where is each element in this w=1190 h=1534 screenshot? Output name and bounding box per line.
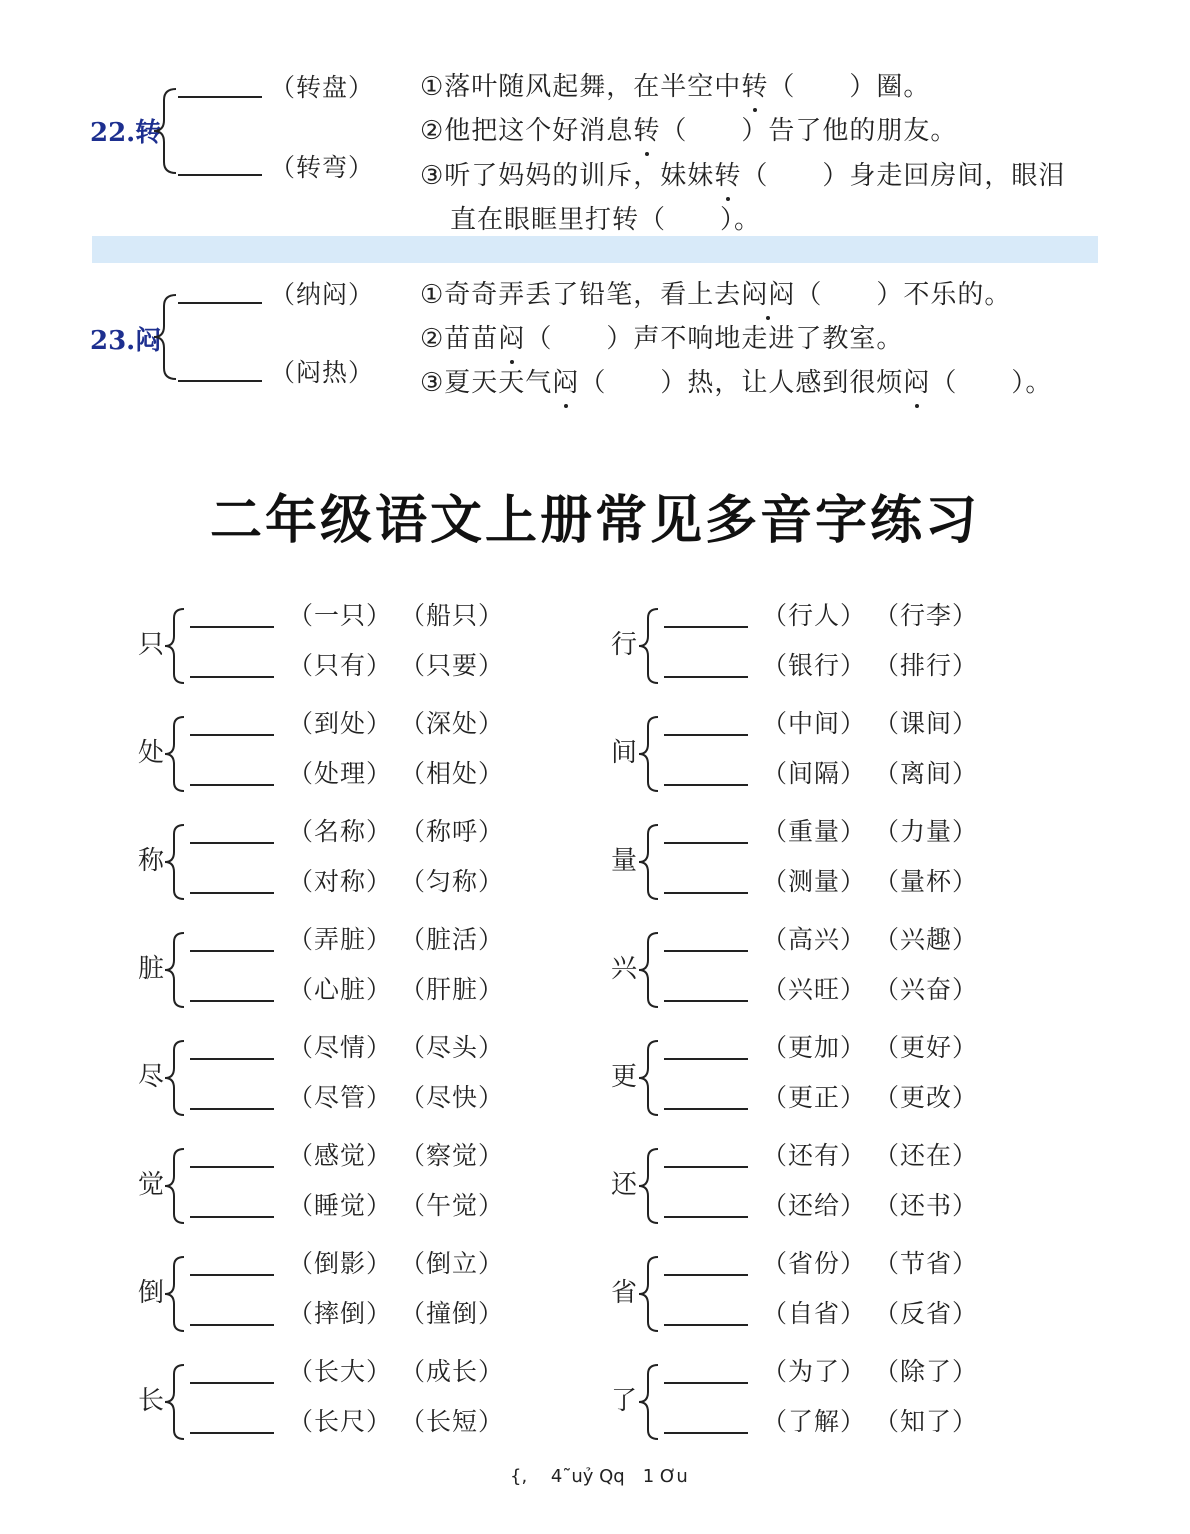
pron-word: （排行） <box>874 651 979 680</box>
pron-word: （名称） <box>288 817 393 846</box>
page-title: 二年级语文上册常见多音字练习 <box>209 491 980 551</box>
polyphone-char: 省 <box>611 1278 638 1308</box>
answer-blank[interactable] <box>190 892 274 894</box>
pron-word: （处理） <box>288 759 393 788</box>
answer-blank[interactable] <box>190 1216 274 1218</box>
sentence-text: ①落叶随风起舞，在半空中 <box>420 72 742 102</box>
pron-word: （匀称） <box>400 867 505 896</box>
answer-blank[interactable] <box>664 1166 748 1168</box>
answer-blank[interactable] <box>664 1216 748 1218</box>
pron-word: （长尺） <box>288 1407 393 1436</box>
polyphone-char: 了 <box>611 1386 638 1416</box>
polyphone-char: 长 <box>138 1386 165 1416</box>
pron-word: （中间） <box>762 709 867 738</box>
pron-word: （为了） <box>762 1357 867 1386</box>
pron-word: （节省） <box>874 1249 979 1278</box>
pron-word: （知了） <box>874 1407 979 1436</box>
pron-word: （兴旺） <box>762 975 867 1004</box>
sentence-3 <box>420 155 1065 192</box>
sentence-blank[interactable]: （ ）告了他的朋友。 <box>660 116 958 146</box>
brace-icon <box>634 714 664 794</box>
pron-word: （离间） <box>874 759 979 788</box>
pron-word: （省份） <box>762 1249 867 1278</box>
pron-word: （尽头） <box>400 1033 505 1062</box>
answer-blank[interactable] <box>664 1058 748 1060</box>
sentence-text: ③听了妈妈的训斥，妹妹 <box>420 161 715 191</box>
sentence-blank[interactable]: （ ）不乐的。 <box>795 280 1012 310</box>
answer-blank[interactable] <box>178 96 262 98</box>
pron-word: （力量） <box>874 817 979 846</box>
question-char: 闷 <box>135 326 162 356</box>
answer-blank[interactable] <box>178 174 262 176</box>
answer-blank[interactable] <box>664 1432 748 1434</box>
brace-icon <box>160 606 190 686</box>
question-number: 23. <box>90 326 136 356</box>
polyphone-char: 处 <box>138 738 165 768</box>
pron-word: （长大） <box>288 1357 393 1386</box>
pron-word: （量杯） <box>874 867 979 896</box>
pron-word: （对称） <box>288 867 393 896</box>
pron-word: （更正） <box>762 1083 867 1112</box>
pron-word: （更改） <box>874 1083 979 1112</box>
answer-blank[interactable] <box>190 1382 274 1384</box>
pron-word: （反省） <box>874 1299 979 1328</box>
answer-blank[interactable] <box>664 1382 748 1384</box>
pron-word: （高兴） <box>762 925 867 954</box>
pron-word: （除了） <box>874 1357 979 1386</box>
pron-word: （察觉） <box>400 1141 505 1170</box>
answer-blank[interactable] <box>664 1108 748 1110</box>
sentence-blank[interactable]: （ ）热，让人感到很烦 <box>579 368 904 398</box>
sentence-text: 直在眼眶里打 <box>450 205 613 235</box>
pron-word: （弄脏） <box>288 925 393 954</box>
sentence-blank[interactable]: （ ）。 <box>930 368 1053 398</box>
answer-blank[interactable] <box>190 676 274 678</box>
brace-icon <box>634 1362 664 1442</box>
sentence-3 <box>420 362 1052 399</box>
answer-blank[interactable] <box>664 734 748 736</box>
pron-word: （只有） <box>288 651 393 680</box>
target-char: 转 <box>633 116 661 146</box>
brace-icon <box>634 822 664 902</box>
pron-word: （一只） <box>288 601 393 630</box>
answer-blank[interactable] <box>664 842 748 844</box>
brace-icon <box>160 822 190 902</box>
pron-word: （尽情） <box>288 1033 393 1062</box>
pron-word: （肝脏） <box>400 975 505 1004</box>
pron-word: （兴趣） <box>874 925 979 954</box>
answer-blank[interactable] <box>664 1000 748 1002</box>
sentence-text: ②他把这个好消息 <box>420 116 634 146</box>
polyphone-char: 间 <box>611 738 638 768</box>
polyphone-char: 更 <box>611 1062 638 1092</box>
answer-blank[interactable] <box>190 1166 274 1168</box>
pron-word: （倒影） <box>288 1249 393 1278</box>
polyphone-char: 还 <box>611 1170 638 1200</box>
pron-word: （还在） <box>874 1141 979 1170</box>
sentence-blank[interactable]: （ ）圈。 <box>768 72 931 102</box>
polyphone-char: 尽 <box>138 1062 165 1092</box>
answer-blank[interactable] <box>664 1324 748 1326</box>
pron-word: （称呼） <box>400 817 505 846</box>
answer-blank[interactable] <box>664 950 748 952</box>
polyphone-char: 倒 <box>138 1278 165 1308</box>
pron-word: （倒立） <box>400 1249 505 1278</box>
pron-word: （行李） <box>874 601 979 630</box>
answer-blank[interactable] <box>190 1274 274 1276</box>
answer-blank[interactable] <box>190 1000 274 1002</box>
answer-blank[interactable] <box>664 626 748 628</box>
pron-word: （转弯） <box>270 153 375 182</box>
sentence-2 <box>420 318 903 355</box>
pron-word: （还给） <box>762 1191 867 1220</box>
brace-icon <box>160 1038 190 1118</box>
answer-blank[interactable] <box>190 842 274 844</box>
pron-word: （纳闷） <box>270 280 375 309</box>
answer-blank[interactable] <box>190 626 274 628</box>
target-char: 闷 <box>498 324 526 354</box>
footer-text: {, 4˜uỷ Qq 1 Ơu <box>510 1466 688 1487</box>
sentence-2 <box>420 110 957 147</box>
pron-word: （感觉） <box>288 1141 393 1170</box>
answer-blank[interactable] <box>178 302 262 304</box>
pron-word: （自省） <box>762 1299 867 1328</box>
answer-blank[interactable] <box>190 1108 274 1110</box>
polyphone-char: 量 <box>611 846 638 876</box>
question-char: 转 <box>135 118 162 148</box>
target-char: 闷 <box>903 368 931 398</box>
target-char: 转 <box>612 205 640 235</box>
pron-word: （成长） <box>400 1357 505 1386</box>
brace-icon <box>160 1146 190 1226</box>
polyphone-char: 行 <box>611 630 638 660</box>
polyphone-char: 只 <box>138 630 165 660</box>
section-divider <box>92 236 1098 263</box>
answer-blank[interactable] <box>190 1324 274 1326</box>
brace-icon <box>160 1254 190 1334</box>
pron-word: （银行） <box>762 651 867 680</box>
brace-icon <box>160 1362 190 1442</box>
sentence-3-cont <box>450 199 761 236</box>
pron-word: （测量） <box>762 867 867 896</box>
target-char: 闷 <box>552 368 580 398</box>
polyphone-char: 称 <box>138 846 165 876</box>
pron-word: （课间） <box>874 709 979 738</box>
pron-word: （兴奋） <box>874 975 979 1004</box>
polyphone-char: 兴 <box>611 954 638 984</box>
target-char: 转 <box>714 161 742 191</box>
pron-word: （尽管） <box>288 1083 393 1112</box>
brace-icon <box>634 606 664 686</box>
answer-blank[interactable] <box>664 784 748 786</box>
pron-word: （心脏） <box>288 975 393 1004</box>
pron-word: （深处） <box>400 709 505 738</box>
answer-blank[interactable] <box>664 892 748 894</box>
pron-word: （脏活） <box>400 925 505 954</box>
sentence-text: ①奇奇弄丢了铅笔，看上去 <box>420 280 742 310</box>
sentence-blank[interactable]: （ ）声不响地走进了教室。 <box>525 324 904 354</box>
answer-blank[interactable] <box>190 1058 274 1060</box>
pron-word: （行人） <box>762 601 867 630</box>
sentence-blank[interactable]: （ ）身走回房间，眼泪 <box>741 161 1066 191</box>
brace-icon <box>634 1038 664 1118</box>
answer-blank[interactable] <box>664 676 748 678</box>
sentence-text: ③夏天天气 <box>420 368 553 398</box>
answer-blank[interactable] <box>190 950 274 952</box>
brace-icon <box>634 1146 664 1226</box>
brace-icon <box>160 714 190 794</box>
pron-word: （尽快） <box>400 1083 505 1112</box>
pron-word: （摔倒） <box>288 1299 393 1328</box>
question-number: 22. <box>90 118 136 148</box>
pron-word: （更加） <box>762 1033 867 1062</box>
pron-word: （到处） <box>288 709 393 738</box>
sentence-1 <box>420 274 1011 311</box>
pron-word: （闷热） <box>270 358 375 387</box>
polyphone-char: 脏 <box>138 954 165 984</box>
brace-icon <box>634 1254 664 1334</box>
target-char: 闷闷 <box>741 280 796 310</box>
pron-word: （相处） <box>400 759 505 788</box>
pron-word: （更好） <box>874 1033 979 1062</box>
pron-word: （撞倒） <box>400 1299 505 1328</box>
pron-word: （了解） <box>762 1407 867 1436</box>
pron-word: （还书） <box>874 1191 979 1220</box>
brace-icon <box>160 930 190 1010</box>
brace-icon <box>150 86 180 176</box>
answer-blank[interactable] <box>190 734 274 736</box>
polyphone-char: 觉 <box>138 1170 165 1200</box>
target-char: 转 <box>741 72 769 102</box>
answer-blank[interactable] <box>190 784 274 786</box>
pron-word: （重量） <box>762 817 867 846</box>
pron-word: （间隔） <box>762 759 867 788</box>
sentence-text: ②苗苗 <box>420 324 499 354</box>
pron-word: （船只） <box>400 601 505 630</box>
pron-word: （还有） <box>762 1141 867 1170</box>
pron-word: （只要） <box>400 651 505 680</box>
answer-blank[interactable] <box>664 1274 748 1276</box>
pron-word: （睡觉） <box>288 1191 393 1220</box>
answer-blank[interactable] <box>178 380 262 382</box>
sentence-blank[interactable]: （ ）。 <box>639 205 762 235</box>
brace-icon <box>150 292 180 382</box>
pron-word: （午觉） <box>400 1191 505 1220</box>
brace-icon <box>634 930 664 1010</box>
pron-word: （转盘） <box>270 73 375 102</box>
answer-blank[interactable] <box>190 1432 274 1434</box>
sentence-1 <box>420 66 930 103</box>
pron-word: （长短） <box>400 1407 505 1436</box>
